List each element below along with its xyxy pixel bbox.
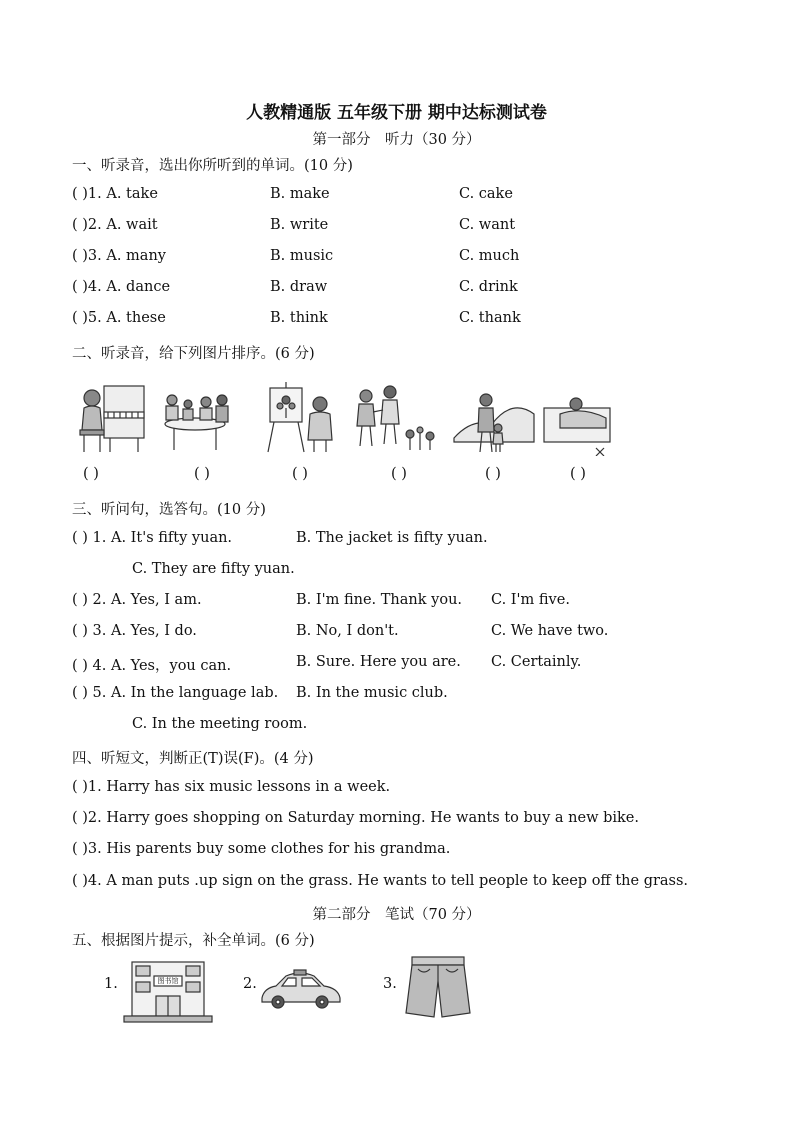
q3-item-5-a: ( ) 5. A. In the language lab. — [72, 685, 279, 701]
q1-item-1-c: C. cake — [459, 186, 513, 202]
q3-item-3-b: B. No, I don't. — [296, 623, 399, 639]
q3-item-1-b: B. The jacket is fifty yuan. — [296, 530, 488, 546]
father-child-hill-icon — [452, 378, 536, 456]
q3-item-3-a: ( ) 3. A. Yes, I do. — [72, 623, 197, 639]
q1-item-2-a: ( )2. A. wait — [72, 217, 158, 233]
q5-heading: 五、根据图片提示，补全单词。(6 分) — [72, 933, 315, 949]
painting-easel-icon — [264, 378, 340, 456]
q1-item-5-b: B. think — [270, 310, 328, 326]
taxi-icon — [258, 968, 342, 1010]
q3-item-3-c: C. We have two. — [491, 623, 609, 639]
part2-heading: 第二部分 笔试（70 分） — [312, 907, 481, 923]
q1-item-1-a: ( )1. A. take — [72, 186, 158, 202]
part1-heading: 第一部分 听力（30 分） — [312, 132, 481, 148]
q2-blank-3[interactable]: ( ) — [292, 466, 308, 482]
q1-item-2-c: C. want — [459, 217, 516, 233]
q2-blank-6[interactable]: ( ) — [570, 466, 586, 482]
library-sign-text: 图书馆 — [157, 977, 179, 985]
q1-item-5-c: C. thank — [459, 310, 521, 326]
q1-item-3-a: ( )3. A. many — [72, 248, 166, 264]
q1-item-4-c: C. drink — [459, 279, 518, 295]
q3-item-2-c: C. I'm five. — [491, 592, 570, 608]
q3-item-4-b: B. Sure. Here you are. — [296, 654, 461, 670]
page-title: 人教精通版 五年级下册 期中达标测试卷 — [246, 103, 547, 123]
q1-item-4-b: B. draw — [270, 279, 328, 295]
q3-item-4-c: C. Certainly. — [491, 654, 582, 670]
q5-label-2: 2. — [243, 976, 257, 992]
girl-lying-icon — [542, 378, 614, 456]
q1-heading: 一、听录音，选出你所听到的单词。(10 分) — [72, 158, 353, 174]
q1-item-3-c: C. much — [459, 248, 520, 264]
q5-label-3: 3. — [383, 976, 397, 992]
q2-blank-4[interactable]: ( ) — [391, 466, 407, 482]
shorts-icon — [404, 955, 472, 1021]
q4-item-4: ( )4. A man puts .up sign on the grass. He wants to tell people to keep off the grass. — [72, 873, 689, 889]
library-building-icon — [122, 956, 214, 1026]
q3-item-2-a: ( ) 2. A. Yes, I am. — [72, 592, 202, 608]
q4-item-3: ( )3. His parents buy some clothes for his grandma. — [72, 841, 451, 857]
q1-item-5-a: ( )5. A. these — [72, 310, 166, 326]
q3-item-2-b: B. I'm fine. Thank you. — [296, 592, 463, 608]
q1-item-3-b: B. music — [270, 248, 334, 264]
q4-item-2: ( )2. Harry goes shopping on Saturday morning. He wants to buy a new bike. — [72, 810, 639, 826]
family-at-table-icon — [154, 378, 236, 456]
q1-item-4-a: ( )4. A. dance — [72, 279, 171, 295]
q1-item-2-b: B. write — [270, 217, 329, 233]
q3-item-5-c: C. In the meeting room. — [132, 716, 308, 732]
q3-heading: 三、听问句，选答句。(10 分) — [72, 502, 266, 518]
q3-item-5-b: B. In the music club. — [296, 685, 448, 701]
q2-blank-5[interactable]: ( ) — [485, 466, 501, 482]
q5-label-1: 1. — [104, 976, 118, 992]
piano-girl-icon — [74, 378, 150, 456]
q2-heading: 二、听录音，给下列图片排序。(6 分) — [72, 346, 315, 362]
q3-item-1-c: C. They are fifty yuan. — [132, 561, 295, 577]
q3-item-4-a: ( ) 4. A. Yes，you can. — [72, 658, 232, 674]
q4-heading: 四、听短文，判断正(T)误(F)。(4 分) — [72, 751, 314, 767]
q4-item-1: ( )1. Harry has six music lessons in a week. — [72, 779, 391, 795]
q1-item-1-b: B. make — [270, 186, 330, 202]
children-walking-icon — [350, 378, 440, 456]
q2-blank-1[interactable]: ( ) — [83, 466, 99, 482]
q2-blank-2[interactable]: ( ) — [194, 466, 210, 482]
q3-item-1-a: ( ) 1. A. It's fifty yuan. — [72, 530, 233, 546]
